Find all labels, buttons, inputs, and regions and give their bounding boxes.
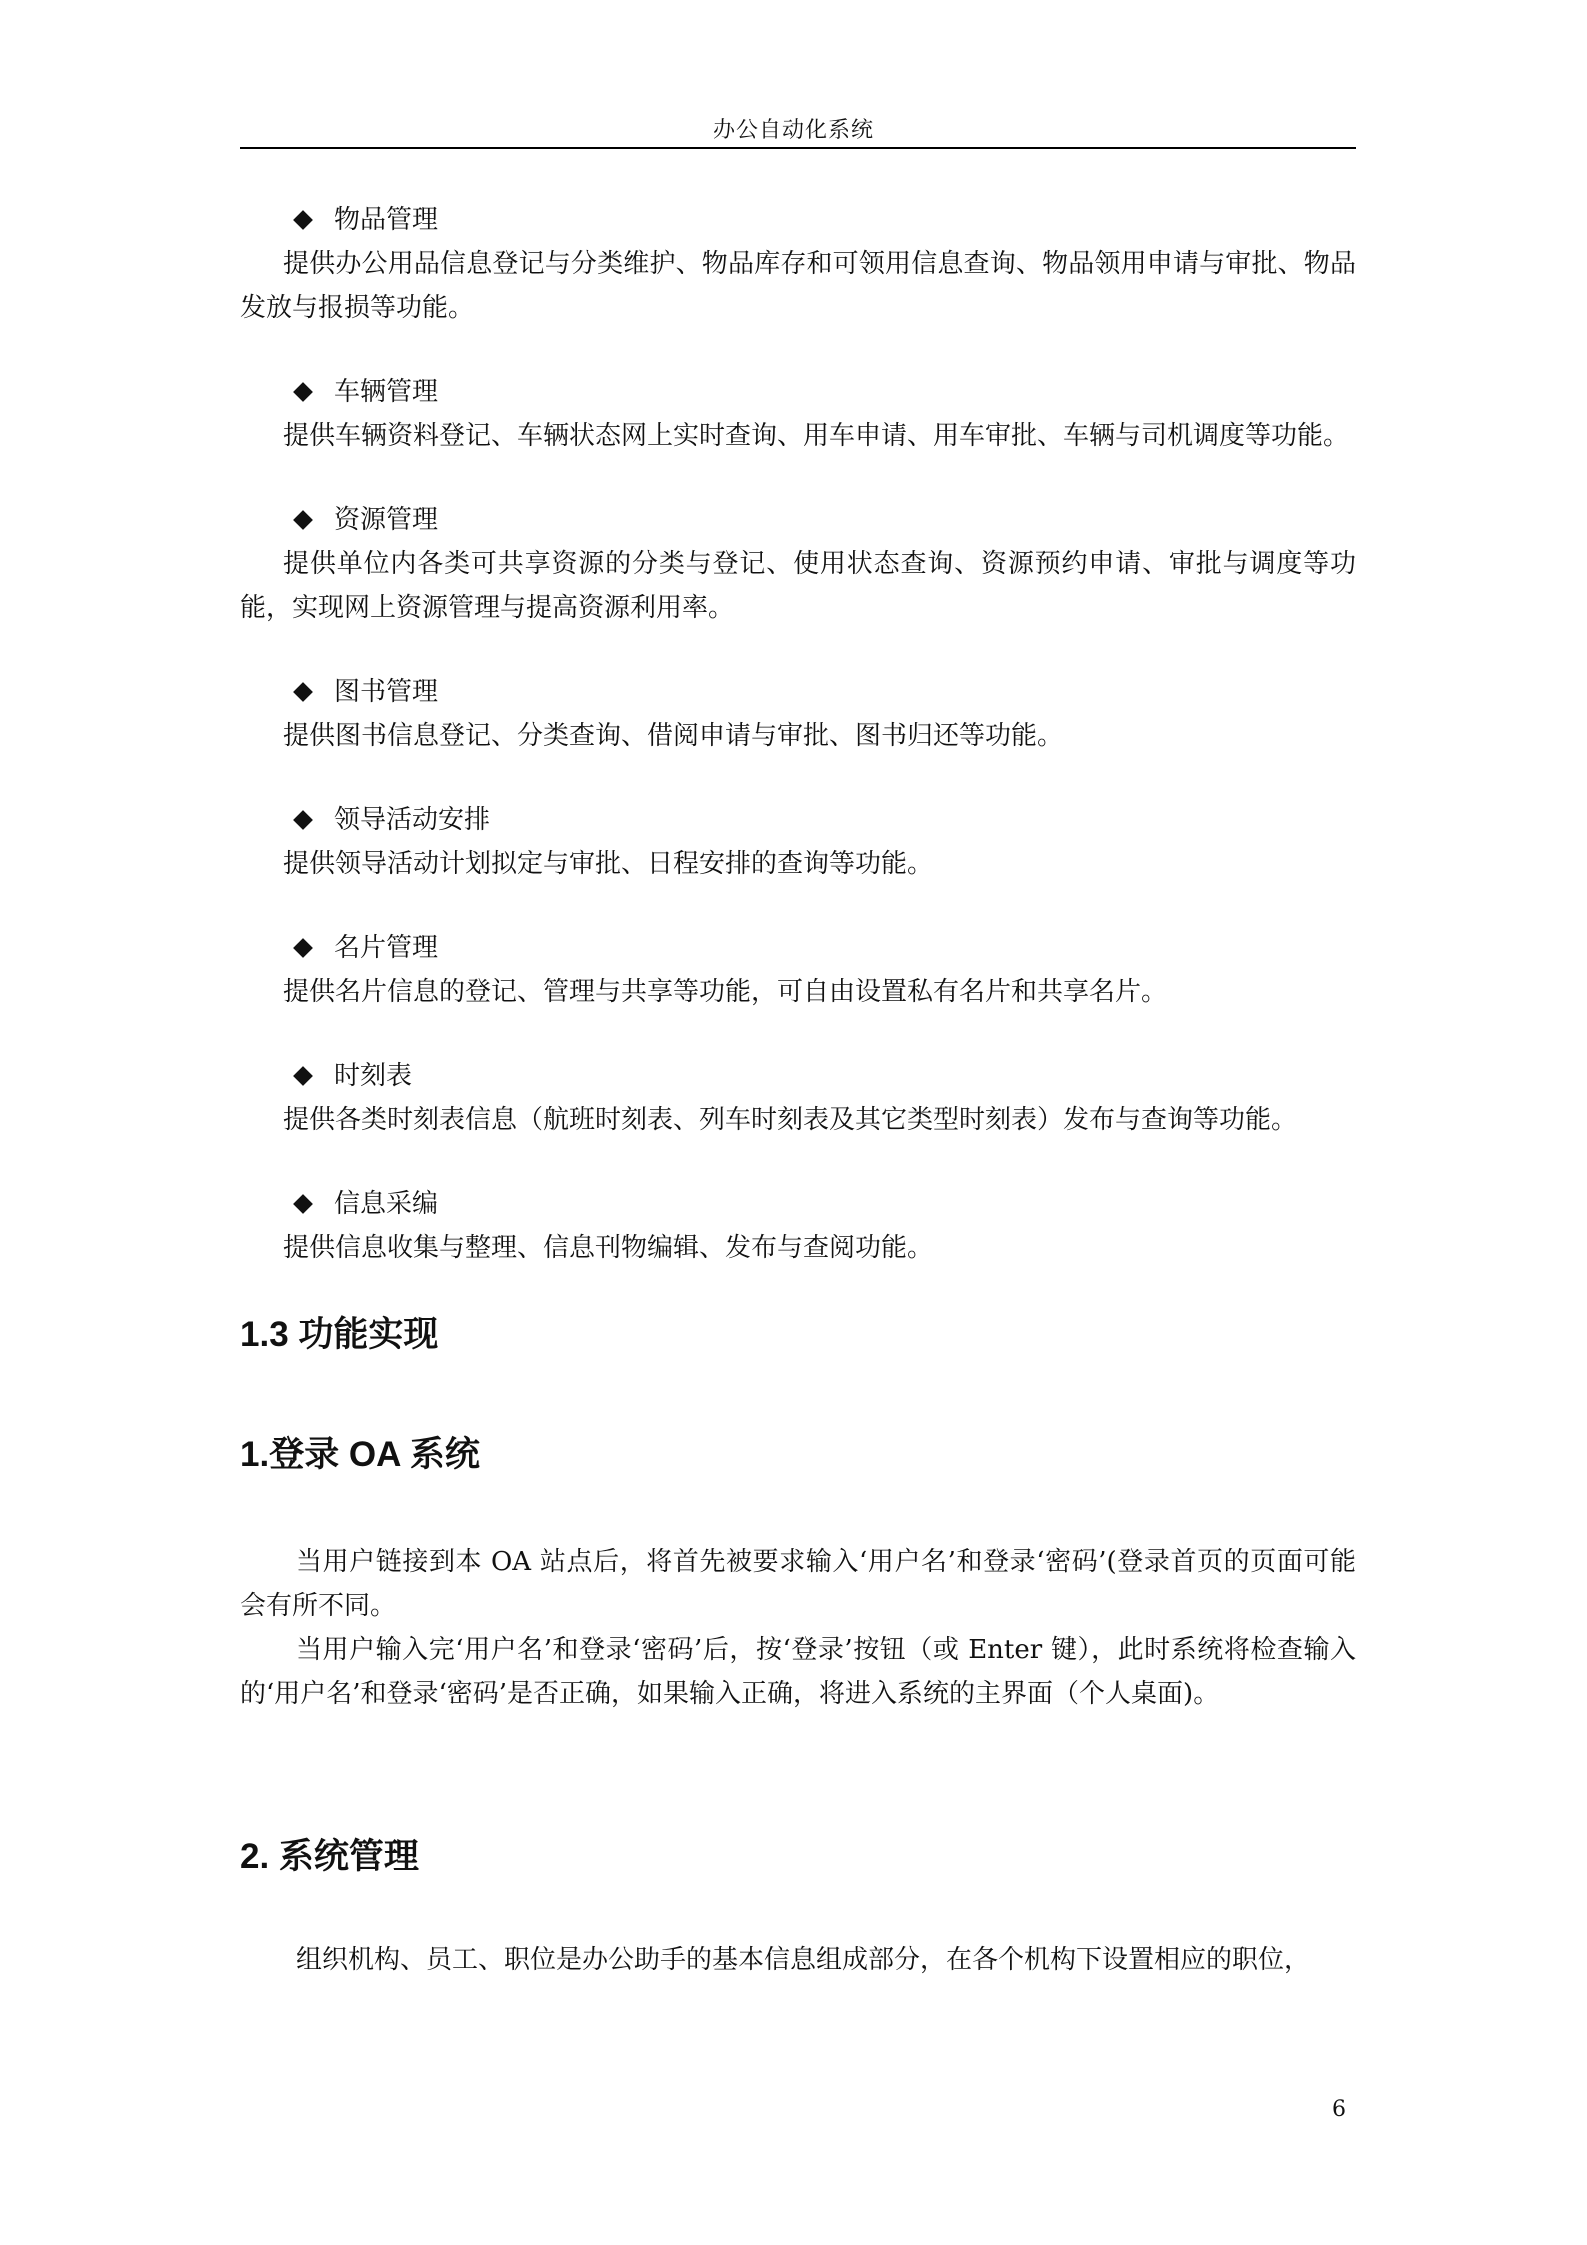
diamond-bullet-icon: [293, 1066, 313, 1086]
module-item: [240, 1054, 1356, 1142]
module-title: [240, 370, 1356, 414]
module-title-text: 名片管理: [334, 933, 439, 963]
module-title: [240, 926, 1356, 970]
module-item: [240, 370, 1356, 458]
module-title-text: 信息采编: [334, 1189, 439, 1219]
diamond-bullet-icon: [293, 938, 313, 958]
module-item: [240, 798, 1356, 886]
login-paragraph: 当用户链接到本 OA 站点后，将首先被要求输入‘用户名’和登录‘密码’(登录首页的页面可能会有所不同。: [240, 1547, 1356, 1621]
module-title: [240, 670, 1356, 714]
module-title-text: 图书管理: [334, 677, 439, 707]
login-section-body: [240, 1540, 1356, 1716]
diamond-bullet-icon: [293, 1194, 313, 1214]
module-title: [240, 498, 1356, 542]
system-management-paragraph: 组织机构、员工、职位是办公助手的基本信息组成部分，在各个机构下设置相应的职位，: [296, 1945, 1311, 1975]
module-description: 提供办公用品信息登记与分类维护、物品库存和可领用信息查询、物品领用申请与审批、物品发放与报损等功能。: [240, 249, 1356, 323]
module-title-text: 领导活动安排: [334, 805, 491, 835]
module-description: 提供名片信息的登记、管理与共享等功能，可自由设置私有名片和共享名片。: [283, 977, 1168, 1007]
section-heading-login: 1.登录 OA 系统: [240, 1435, 480, 1474]
running-header-title: 办公自动化系统: [712, 118, 874, 143]
module-title: [240, 1054, 1356, 1098]
section-heading-system-management: 2. 系统管理: [240, 1837, 419, 1876]
diamond-bullet-icon: [293, 682, 313, 702]
module-item: [240, 498, 1356, 630]
diamond-bullet-icon: [293, 810, 313, 830]
module-description: 提供领导活动计划拟定与审批、日程安排的查询等功能。: [283, 849, 934, 879]
module-title: [240, 198, 1356, 242]
module-item: [240, 926, 1356, 1014]
page-body: [240, 198, 1356, 1982]
module-description: 提供各类时刻表信息（航班时刻表、列车时刻表及其它类型时刻表）发布与查询等功能。: [283, 1105, 1298, 1135]
module-title-text: 资源管理: [334, 505, 439, 535]
module-title-text: 物品管理: [334, 205, 439, 235]
module-description: 提供车辆资料登记、车辆状态网上实时查询、用车申请、用车审批、车辆与司机调度等功能。: [283, 421, 1350, 451]
diamond-bullet-icon: [293, 382, 313, 402]
login-paragraph: 当用户输入完‘用户名’和登录‘密码’后，按‘登录’按钮（或 Enter 键），此时系统将检查输入的‘用户名’和登录‘密码’是否正确，如果输入正确，将进入系统的主界面（个人桌面)。: [240, 1635, 1356, 1709]
module-title-text: 时刻表: [334, 1061, 413, 1091]
module-title-text: 车辆管理: [334, 377, 439, 407]
module-item: [240, 198, 1356, 330]
page-number: 6: [1332, 2097, 1346, 2122]
diamond-bullet-icon: [293, 510, 313, 530]
section-heading-1-3: 1.3 功能实现: [240, 1315, 439, 1354]
module-description: 提供单位内各类可共享资源的分类与登记、使用状态查询、资源预约申请、审批与调度等功能，实现网上资源管理与提高资源利用率。: [240, 549, 1356, 623]
module-item: [240, 670, 1356, 758]
module-item: [240, 1182, 1356, 1270]
diamond-bullet-icon: [293, 210, 313, 230]
header-rule: [240, 147, 1356, 149]
module-description: 提供信息收集与整理、信息刊物编辑、发布与查阅功能。: [283, 1233, 934, 1263]
module-description: 提供图书信息登记、分类查询、借阅申请与审批、图书归还等功能。: [283, 721, 1064, 751]
module-title: [240, 798, 1356, 842]
module-title: [240, 1182, 1356, 1226]
